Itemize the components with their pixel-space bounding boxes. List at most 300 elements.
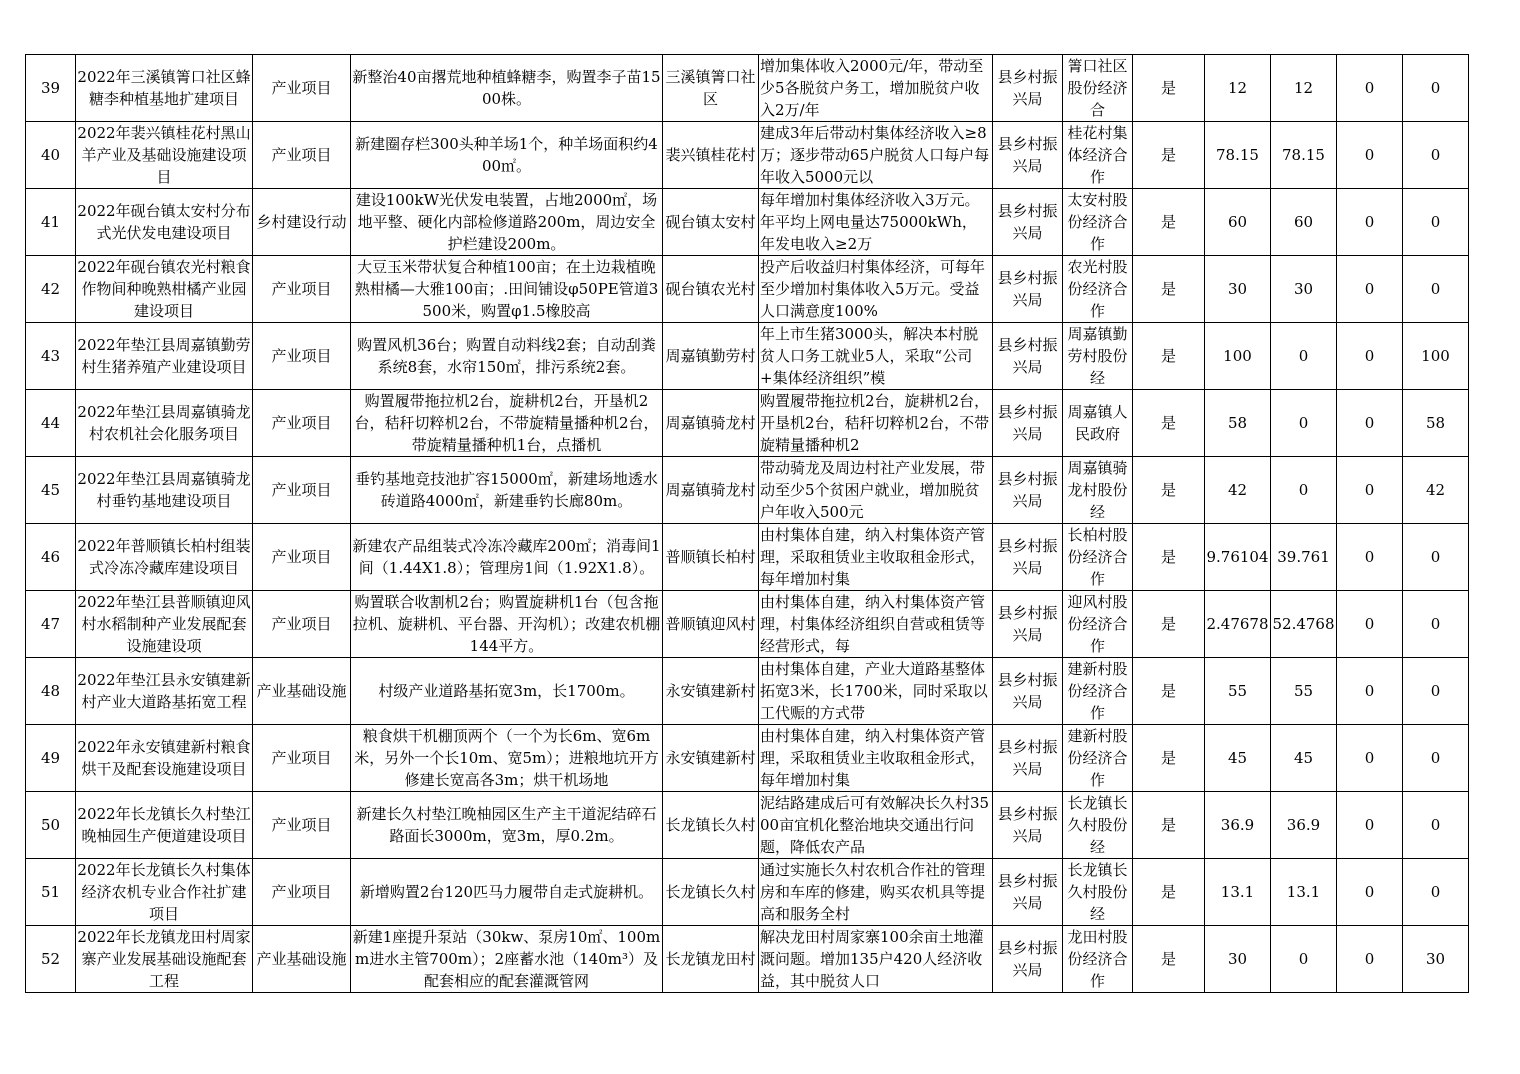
project-name-text: 2022年长龙镇长久村垫江晚柚园生产便道建设项目 xyxy=(77,805,251,845)
owner-cell xyxy=(1063,122,1133,189)
project-type-cell xyxy=(253,926,351,993)
amount-3-text: 42 xyxy=(1425,481,1446,499)
owner-text: 迎风村股份经济合作 xyxy=(1067,593,1128,655)
benefit-text: 建成3年后带动村集体经济收入≥8万；逐步带动65户脱贫人口每户每年收入5000元以 xyxy=(760,124,990,186)
total-amount-cell xyxy=(1205,725,1271,792)
benefit-text: 每年增加村集体经济收入3万元。年平均上网电量达75000kWh，年发电收入≥2万 xyxy=(760,191,980,253)
owner-text: 周嘉镇骑龙村股份经 xyxy=(1067,459,1128,521)
amount-2-cell xyxy=(1337,189,1403,256)
location-cell xyxy=(663,725,759,792)
total-amount-text: 58 xyxy=(1227,414,1248,432)
department-cell xyxy=(993,859,1063,926)
amount-2-cell xyxy=(1337,457,1403,524)
amount-3-text: 0 xyxy=(1430,883,1441,901)
amount-2-text: 0 xyxy=(1364,481,1375,499)
flag-text: 是 xyxy=(1160,883,1176,901)
project-content-text: 购置履带拖拉机2台，旋耕机2台，开垦机2台，秸秆切粹机2台，不带旋精量播种机2台，带旋精量播种机1台，点播机 xyxy=(354,392,659,454)
amount-1-text: 0 xyxy=(1298,481,1309,499)
amount-2-cell xyxy=(1337,725,1403,792)
total-amount-text: 30 xyxy=(1227,950,1248,968)
location-text: 周嘉镇骑龙村 xyxy=(665,481,756,499)
owner-cell xyxy=(1063,323,1133,390)
department-cell xyxy=(993,256,1063,323)
benefit-cell xyxy=(759,256,993,323)
table-row xyxy=(26,926,1469,993)
row-number-cell xyxy=(26,55,76,122)
benefit-cell xyxy=(759,725,993,792)
flag-text: 是 xyxy=(1160,749,1176,767)
amount-1-cell xyxy=(1271,55,1337,122)
amount-3-text: 30 xyxy=(1425,950,1446,968)
project-content-cell xyxy=(351,658,663,725)
table-row xyxy=(26,591,1469,658)
amount-3-cell xyxy=(1403,524,1469,591)
amount-2-cell xyxy=(1337,926,1403,993)
department-text: 县乡村振兴局 xyxy=(997,403,1058,443)
location-text: 砚台镇太安村 xyxy=(665,213,756,231)
project-content-cell xyxy=(351,859,663,926)
benefit-text: 带动骑龙及周边村社产业发展，带动至少5个贫困户就业，增加脱贫户年收入500元 xyxy=(760,459,986,521)
amount-2-text: 0 xyxy=(1364,347,1375,365)
flag-cell xyxy=(1133,122,1205,189)
project-content-text: 新整治40亩撂荒地种植蜂糖李，购置李子苗1500株。 xyxy=(352,68,661,108)
project-content-cell xyxy=(351,524,663,591)
location-cell xyxy=(663,323,759,390)
owner-cell xyxy=(1063,189,1133,256)
owner-text: 长柏村股份经济合作 xyxy=(1067,526,1128,588)
amount-3-text: 0 xyxy=(1430,749,1441,767)
row-number-text: 42 xyxy=(40,280,61,298)
benefit-cell xyxy=(759,457,993,524)
flag-text: 是 xyxy=(1160,79,1176,97)
benefit-cell xyxy=(759,792,993,859)
amount-1-cell xyxy=(1271,591,1337,658)
project-type-text: 乡村建设行动 xyxy=(256,213,347,231)
total-amount-text: 60 xyxy=(1227,213,1248,231)
benefit-cell xyxy=(759,122,993,189)
flag-cell xyxy=(1133,323,1205,390)
amount-2-text: 0 xyxy=(1364,146,1375,164)
benefit-text: 由村集体自建，纳入村集体资产管理，采取租赁业主收取租金形式，每年增加村集 xyxy=(760,526,986,588)
amount-3-text: 58 xyxy=(1425,414,1446,432)
department-text: 县乡村振兴局 xyxy=(997,269,1058,309)
row-number-text: 52 xyxy=(40,950,61,968)
project-name-cell xyxy=(76,792,253,859)
row-number-cell xyxy=(26,658,76,725)
project-content-text: 购置风机36台；购置自动料线2套；自动刮粪系统8套，水帘150㎡，排污系统2套。 xyxy=(357,336,656,376)
amount-3-cell xyxy=(1403,390,1469,457)
table-row xyxy=(26,792,1469,859)
row-number-text: 49 xyxy=(40,749,61,767)
department-text: 县乡村振兴局 xyxy=(997,738,1058,778)
project-content-text: 垂钓基地竞技池扩容15000㎡，新建场地透水砖道路4000㎡，新建垂钓长廊80m。 xyxy=(355,470,658,510)
owner-cell xyxy=(1063,457,1133,524)
project-name-text: 2022年砚台镇太安村分布式光伏发电建设项目 xyxy=(77,202,251,242)
amount-2-text: 0 xyxy=(1364,548,1375,566)
department-text: 县乡村振兴局 xyxy=(997,68,1058,108)
project-type-text: 产业基础设施 xyxy=(256,682,347,700)
amount-3-cell xyxy=(1403,256,1469,323)
owner-text: 箐口社区股份经济合 xyxy=(1067,57,1128,119)
owner-cell xyxy=(1063,55,1133,122)
project-name-text: 2022年垫江县周嘉镇骑龙村农机社会化服务项目 xyxy=(77,403,251,443)
total-amount-cell xyxy=(1205,457,1271,524)
benefit-cell xyxy=(759,524,993,591)
benefit-text: 通过实施长久村农机合作社的管理房和车库的修建，购买农机具等提高和服务全村 xyxy=(760,861,986,923)
row-number-text: 39 xyxy=(40,79,61,97)
project-type-cell xyxy=(253,792,351,859)
department-cell xyxy=(993,457,1063,524)
amount-2-cell xyxy=(1337,323,1403,390)
row-number-cell xyxy=(26,926,76,993)
project-content-cell xyxy=(351,189,663,256)
project-name-text: 2022年砚台镇农光村粮食作物间种晚熟柑橘产业园建设项目 xyxy=(77,258,251,320)
location-cell xyxy=(663,926,759,993)
project-name-text: 2022年垫江县普顺镇迎风村水稻制种产业发展配套设施建设项 xyxy=(77,593,251,655)
amount-2-cell xyxy=(1337,390,1403,457)
benefit-text: 由村集体自建，产业大道路基整体拓宽3米，长1700米，同时采取以工代赈的方式带 xyxy=(760,660,988,722)
row-number-text: 50 xyxy=(40,816,61,834)
flag-cell xyxy=(1133,658,1205,725)
row-number-cell xyxy=(26,122,76,189)
table-row xyxy=(26,55,1469,122)
project-name-cell xyxy=(76,859,253,926)
benefit-cell xyxy=(759,323,993,390)
row-number-cell xyxy=(26,725,76,792)
row-number-text: 47 xyxy=(40,615,61,633)
amount-1-cell xyxy=(1271,926,1337,993)
department-cell xyxy=(993,658,1063,725)
department-text: 县乡村振兴局 xyxy=(997,202,1058,242)
amount-1-cell xyxy=(1271,792,1337,859)
location-cell xyxy=(663,122,759,189)
total-amount-text: 9.76104 xyxy=(1206,548,1269,566)
location-cell xyxy=(663,55,759,122)
row-number-text: 43 xyxy=(40,347,61,365)
project-type-text: 产业项目 xyxy=(271,146,332,164)
project-type-text: 产业项目 xyxy=(271,816,332,834)
benefit-text: 由村集体自建，纳入村集体资产管理，村集体经济组织自营或租赁等经营形式，每 xyxy=(760,593,986,655)
owner-cell xyxy=(1063,591,1133,658)
amount-1-cell xyxy=(1271,658,1337,725)
amount-1-cell xyxy=(1271,189,1337,256)
amount-3-cell xyxy=(1403,859,1469,926)
project-type-text: 产业项目 xyxy=(271,79,332,97)
amount-3-text: 0 xyxy=(1430,213,1441,231)
location-text: 砚台镇农光村 xyxy=(665,280,756,298)
location-text: 周嘉镇骑龙村 xyxy=(665,414,756,432)
amount-2-text: 0 xyxy=(1364,280,1375,298)
owner-text: 建新村股份经济合作 xyxy=(1067,660,1128,722)
department-text: 县乡村振兴局 xyxy=(997,135,1058,175)
total-amount-cell xyxy=(1205,256,1271,323)
amount-3-cell xyxy=(1403,122,1469,189)
total-amount-cell xyxy=(1205,792,1271,859)
project-type-cell xyxy=(253,122,351,189)
amount-3-cell xyxy=(1403,926,1469,993)
row-number-cell xyxy=(26,524,76,591)
project-content-cell xyxy=(351,725,663,792)
owner-text: 周嘉镇勤劳村股份经 xyxy=(1067,325,1128,387)
project-name-text: 2022年普顺镇长柏村组装式冷冻冷藏库建设项目 xyxy=(77,537,251,577)
amount-3-text: 0 xyxy=(1430,79,1441,97)
owner-cell xyxy=(1063,926,1133,993)
amount-1-text: 30 xyxy=(1293,280,1314,298)
project-name-cell xyxy=(76,591,253,658)
department-text: 县乡村振兴局 xyxy=(997,939,1058,979)
row-number-cell xyxy=(26,792,76,859)
total-amount-text: 30 xyxy=(1227,280,1248,298)
location-cell xyxy=(663,189,759,256)
amount-2-text: 0 xyxy=(1364,615,1375,633)
owner-cell xyxy=(1063,390,1133,457)
benefit-text: 年上市生猪3000头，解决本村脱贫人口务工就业5人，采取“公司+集体经济组织”模 xyxy=(760,325,979,387)
project-content-text: 新建圈存栏300头种羊场1个，种羊场面积约400㎡。 xyxy=(355,135,658,175)
project-type-text: 产业项目 xyxy=(271,548,332,566)
table-row xyxy=(26,323,1469,390)
total-amount-cell xyxy=(1205,323,1271,390)
department-cell xyxy=(993,323,1063,390)
location-text: 三溪镇箐口社区 xyxy=(665,68,756,108)
owner-text: 农光村股份经济合作 xyxy=(1067,258,1128,320)
benefit-cell xyxy=(759,591,993,658)
total-amount-text: 100 xyxy=(1223,347,1252,365)
amount-3-cell xyxy=(1403,591,1469,658)
amount-2-cell xyxy=(1337,591,1403,658)
amount-1-text: 0 xyxy=(1298,950,1309,968)
flag-cell xyxy=(1133,256,1205,323)
project-type-cell xyxy=(253,725,351,792)
owner-text: 建新村股份经济合作 xyxy=(1067,727,1128,789)
amount-2-text: 0 xyxy=(1364,682,1375,700)
amount-1-text: 60 xyxy=(1293,213,1314,231)
project-content-cell xyxy=(351,926,663,993)
amount-1-cell xyxy=(1271,323,1337,390)
project-type-cell xyxy=(253,524,351,591)
amount-1-cell xyxy=(1271,122,1337,189)
amount-1-cell xyxy=(1271,859,1337,926)
amount-1-text: 36.9 xyxy=(1286,816,1321,834)
location-text: 裴兴镇桂花村 xyxy=(665,146,756,164)
row-number-cell xyxy=(26,256,76,323)
flag-cell xyxy=(1133,926,1205,993)
project-name-text: 2022年永安镇建新村粮食烘干及配套设施建设项目 xyxy=(77,738,251,778)
row-number-cell xyxy=(26,323,76,390)
project-type-text: 产业项目 xyxy=(271,481,332,499)
row-number-text: 51 xyxy=(40,883,61,901)
amount-3-cell xyxy=(1403,323,1469,390)
amount-2-text: 0 xyxy=(1364,213,1375,231)
table-row xyxy=(26,256,1469,323)
department-text: 县乡村振兴局 xyxy=(997,604,1058,644)
total-amount-text: 36.9 xyxy=(1220,816,1255,834)
location-cell xyxy=(663,859,759,926)
amount-2-cell xyxy=(1337,859,1403,926)
amount-1-text: 55 xyxy=(1293,682,1314,700)
total-amount-text: 78.15 xyxy=(1216,146,1259,164)
benefit-text: 由村集体自建，纳入村集体资产管理，采取租赁业主收取租金形式，每年增加村集 xyxy=(760,727,986,789)
location-text: 长龙镇龙田村 xyxy=(665,950,756,968)
benefit-text: 解决龙田村周家寨100余亩土地灌溉问题。增加135户420人经济收益，其中脱贫人口 xyxy=(760,928,984,990)
project-name-cell xyxy=(76,725,253,792)
project-content-text: 村级产业道路基拓宽3m，长1700m。 xyxy=(378,682,635,700)
flag-text: 是 xyxy=(1160,280,1176,298)
department-cell xyxy=(993,55,1063,122)
amount-3-cell xyxy=(1403,457,1469,524)
department-text: 县乡村振兴局 xyxy=(997,805,1058,845)
project-type-text: 产业项目 xyxy=(271,414,332,432)
project-content-text: 大豆玉米带状复合种植100亩；在土边栽植晚熟柑橘—大雅100亩；.田间铺设φ50PE管道3500米，购置φ1.5橡胶高 xyxy=(354,258,659,320)
amount-1-text: 45 xyxy=(1293,749,1314,767)
total-amount-cell xyxy=(1205,658,1271,725)
flag-cell xyxy=(1133,390,1205,457)
project-name-text: 2022年裴兴镇桂花村黑山羊产业及基础设施建设项目 xyxy=(77,124,251,186)
table-row xyxy=(26,725,1469,792)
flag-cell xyxy=(1133,524,1205,591)
project-type-cell xyxy=(253,323,351,390)
amount-1-cell xyxy=(1271,390,1337,457)
amount-2-cell xyxy=(1337,256,1403,323)
project-name-text: 2022年垫江县周嘉镇骑龙村垂钓基地建设项目 xyxy=(77,470,251,510)
department-cell xyxy=(993,524,1063,591)
amount-3-text: 100 xyxy=(1421,347,1450,365)
project-content-text: 新增购置2台120匹马力履带自走式旋耕机。 xyxy=(359,883,654,901)
location-cell xyxy=(663,792,759,859)
row-number-cell xyxy=(26,457,76,524)
amount-3-text: 0 xyxy=(1430,548,1441,566)
project-content-cell xyxy=(351,390,663,457)
total-amount-cell xyxy=(1205,859,1271,926)
project-name-cell xyxy=(76,323,253,390)
project-type-cell xyxy=(253,256,351,323)
project-table xyxy=(25,54,1469,993)
project-content-text: 建设100kW光伏发电装置，占地2000㎡，场地平整、硬化内部检修道路200m，周边安全护栏建设200m。 xyxy=(355,191,658,253)
project-content-text: 新建长久村垫江晚柚园区生产主干道泥结碎石路面长3000m，宽3m，厚0.2m。 xyxy=(356,805,657,845)
department-cell xyxy=(993,926,1063,993)
amount-1-text: 13.1 xyxy=(1286,883,1321,901)
benefit-cell xyxy=(759,859,993,926)
total-amount-text: 12 xyxy=(1227,79,1248,97)
project-content-text: 新建农产品组装式冷冻冷藏库200㎡；消毒间1间（1.44X1.8）；管理房1间（1.92X1.8）。 xyxy=(352,537,661,577)
project-content-cell xyxy=(351,122,663,189)
amount-1-text: 39.761 xyxy=(1277,548,1330,566)
total-amount-cell xyxy=(1205,122,1271,189)
total-amount-cell xyxy=(1205,524,1271,591)
amount-3-text: 0 xyxy=(1430,280,1441,298)
amount-3-text: 0 xyxy=(1430,682,1441,700)
amount-1-text: 0 xyxy=(1298,347,1309,365)
amount-1-cell xyxy=(1271,725,1337,792)
flag-text: 是 xyxy=(1160,481,1176,499)
flag-text: 是 xyxy=(1160,347,1176,365)
benefit-cell xyxy=(759,926,993,993)
row-number-text: 45 xyxy=(40,481,61,499)
owner-cell xyxy=(1063,524,1133,591)
department-text: 县乡村振兴局 xyxy=(997,470,1058,510)
location-cell xyxy=(663,658,759,725)
benefit-text: 购置履带拖拉机2台，旋耕机2台，开垦机2台，秸秆切粹机2台，不带旋精量播种机2 xyxy=(760,392,990,454)
total-amount-text: 13.1 xyxy=(1220,883,1255,901)
department-text: 县乡村振兴局 xyxy=(997,336,1058,376)
row-number-text: 48 xyxy=(40,682,61,700)
department-text: 县乡村振兴局 xyxy=(997,872,1058,912)
project-type-cell xyxy=(253,658,351,725)
flag-text: 是 xyxy=(1160,816,1176,834)
flag-text: 是 xyxy=(1160,615,1176,633)
flag-cell xyxy=(1133,725,1205,792)
amount-2-cell xyxy=(1337,658,1403,725)
flag-text: 是 xyxy=(1160,950,1176,968)
amount-3-cell xyxy=(1403,658,1469,725)
owner-text: 长龙镇长久村股份经 xyxy=(1067,794,1128,856)
benefit-cell xyxy=(759,390,993,457)
amount-1-text: 52.4768 xyxy=(1272,615,1335,633)
amount-3-text: 0 xyxy=(1430,816,1441,834)
row-number-text: 46 xyxy=(40,548,61,566)
location-cell xyxy=(663,390,759,457)
amount-1-text: 12 xyxy=(1293,79,1314,97)
department-cell xyxy=(993,122,1063,189)
project-name-text: 2022年长龙镇长久村集体经济农机专业合作社扩建项目 xyxy=(77,861,251,923)
amount-1-cell xyxy=(1271,457,1337,524)
project-name-cell xyxy=(76,524,253,591)
department-cell xyxy=(993,792,1063,859)
project-type-cell xyxy=(253,189,351,256)
project-name-cell xyxy=(76,926,253,993)
owner-text: 长龙镇长久村股份经 xyxy=(1067,861,1128,923)
amount-3-cell xyxy=(1403,55,1469,122)
total-amount-text: 42 xyxy=(1227,481,1248,499)
project-name-text: 2022年三溪镇箐口社区蜂糖李种植基地扩建项目 xyxy=(77,68,251,108)
amount-2-cell xyxy=(1337,792,1403,859)
amount-2-text: 0 xyxy=(1364,950,1375,968)
department-text: 县乡村振兴局 xyxy=(997,537,1058,577)
table-row xyxy=(26,658,1469,725)
amount-2-text: 0 xyxy=(1364,414,1375,432)
project-type-cell xyxy=(253,591,351,658)
project-type-cell xyxy=(253,457,351,524)
project-type-text: 产业项目 xyxy=(271,280,332,298)
location-text: 长龙镇长久村 xyxy=(665,816,756,834)
table-row xyxy=(26,457,1469,524)
owner-cell xyxy=(1063,792,1133,859)
table-row xyxy=(26,189,1469,256)
project-content-cell xyxy=(351,256,663,323)
department-cell xyxy=(993,591,1063,658)
amount-3-cell xyxy=(1403,792,1469,859)
amount-2-text: 0 xyxy=(1364,816,1375,834)
project-name-cell xyxy=(76,189,253,256)
amount-1-text: 0 xyxy=(1298,414,1309,432)
flag-cell xyxy=(1133,859,1205,926)
project-type-cell xyxy=(253,390,351,457)
table-body xyxy=(26,55,1469,993)
row-number-text: 40 xyxy=(40,146,61,164)
table-row xyxy=(26,859,1469,926)
total-amount-cell xyxy=(1205,390,1271,457)
project-type-cell xyxy=(253,55,351,122)
project-name-cell xyxy=(76,122,253,189)
amount-1-text: 78.15 xyxy=(1282,146,1325,164)
project-type-text: 产业项目 xyxy=(271,749,332,767)
owner-text: 太安村股份经济合作 xyxy=(1067,191,1128,253)
location-cell xyxy=(663,256,759,323)
total-amount-text: 55 xyxy=(1227,682,1248,700)
project-content-text: 购置联合收割机2台；购置旋耕机1台（包含拖拉机、旋耕机、平台器、开沟机）；改建农机棚144平方。 xyxy=(352,593,661,655)
table-row xyxy=(26,524,1469,591)
flag-cell xyxy=(1133,55,1205,122)
project-type-text: 产业基础设施 xyxy=(256,950,347,968)
